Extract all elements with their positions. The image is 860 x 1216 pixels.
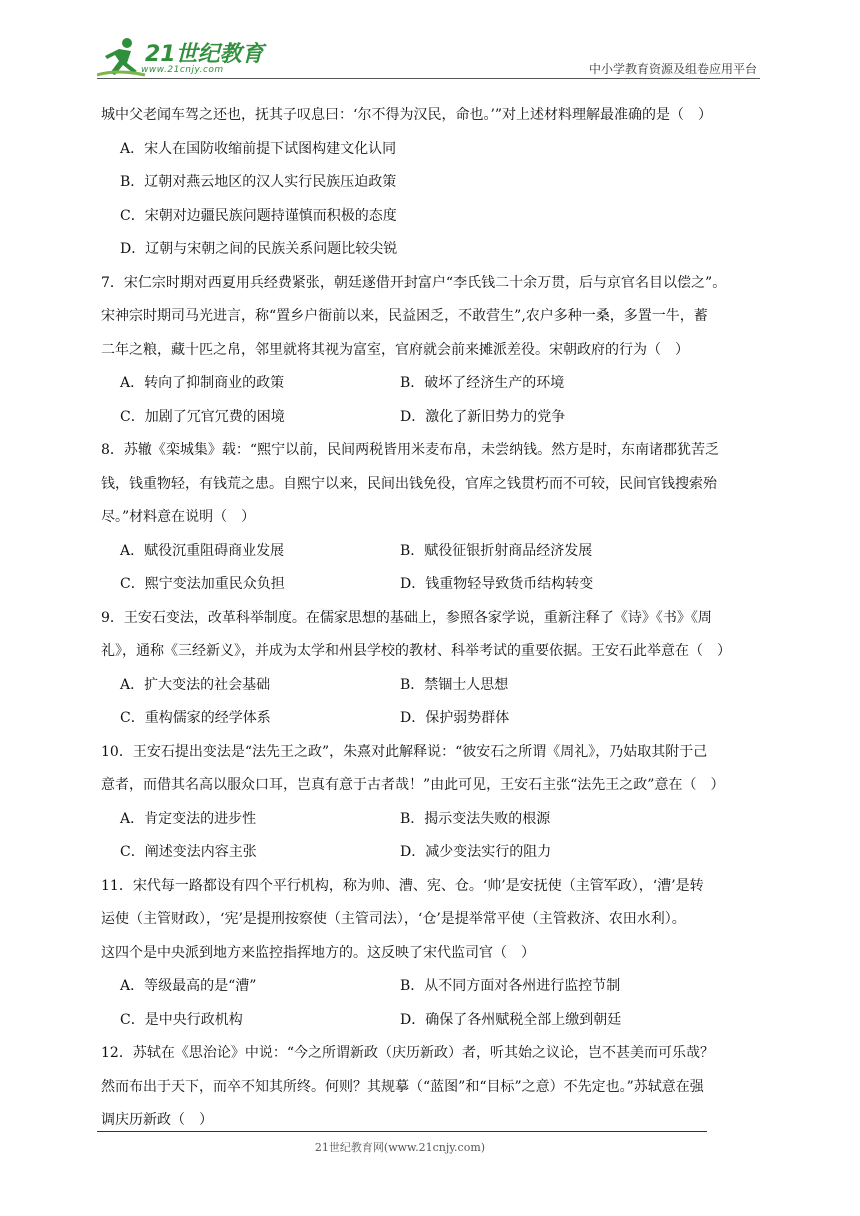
question-11-line-1: 11．宋代每一路都设有四个平行机构，称为帅、漕、宪、仓。‘帅’是安抚使（主管军政），‘漕’是转 — [101, 877, 704, 894]
q9-option-a: A．扩大变法的社会基础 — [120, 676, 271, 693]
question-8-line-1: 8．苏辙《栾城集》载：“熙宁以前，民间两税皆用米麦布帛，未尝纳钱。然方是时，东南诸郡犹苦乏 — [101, 442, 720, 458]
q8-option-b: B．赋役征银折射商品经济发展 — [400, 542, 593, 559]
q10-option-c: C．阐述变法内容主张 — [120, 844, 257, 860]
runner-logo-icon — [97, 35, 147, 81]
question-11-line-2: 运使（主管财政），‘宪’是提刑按察使（主管司法），‘仓’是提举常平使（主管救济、农田水利）。 — [101, 911, 686, 927]
question-7-line-1: 7．宋仁宗时期对西夏用兵经费紧张，朝廷遂借开封富户“李氏钱二十余万贯，后与京官名目以偿之”。 — [101, 274, 727, 291]
q8-options-row-1 — [101, 535, 769, 569]
q9-option-d: D．保护弱势群体 — [400, 710, 510, 726]
q10-options-row-2 — [101, 836, 769, 870]
q8-option-c: C．熙宁变法加重民众负担 — [120, 576, 285, 592]
q10-option-a: A．肯定变法的进步性 — [120, 810, 257, 827]
header-divider — [97, 78, 760, 79]
q11-option-a: A．等级最高的是“漕” — [120, 978, 257, 994]
logo-text: 21世纪教育 — [145, 42, 264, 67]
question-8-line-3: 尽。”材料意在说明（ ） — [101, 509, 256, 525]
page-footer: 21世纪教育网(www.21cnjy.com) — [314, 1141, 486, 1154]
q11-options-row-1 — [101, 970, 769, 1004]
q6-option-b: B．辽朝对燕云地区的汉人实行民族压迫政策 — [120, 174, 397, 190]
footer-divider — [97, 1131, 707, 1132]
question-12-line-1: 12．苏轼在《思治论》中说：“今之所谓新政（庆历新政）者，听其始之议论，岂不甚美而可乐哉？ — [101, 1045, 714, 1061]
question-8-line-2: 钱，钱重物轻，有钱荒之患。自熙宁以来，民间出钱免役，官库之钱贯朽而不可较，民间官钱搜索殆 — [101, 475, 717, 492]
question-12-line-3: 调庆历新政（ ） — [101, 1112, 213, 1128]
question-10-line-1: 10．王安石提出变法是“法先王之政”，朱熹对此解释说：“彼安石之所谓《周礼》，乃姑取其附于己 — [101, 743, 708, 760]
question-7-line-2: 宋神宗时期司马光进言，称“置乡户衙前以来，民益困乏，不敢营生”,农户多种一桑，多置一牛，蓄 — [101, 308, 708, 324]
question-10-line-2: 意者，而借其名高以服众口耳，岂真有意于古者哉！”由此可见，王安石主张“法先王之政”意在（ ） — [101, 777, 725, 793]
q10-option-d: D．减少变法实行的阻力 — [400, 844, 552, 860]
q11-option-c: C．是中央行政机构 — [120, 1011, 243, 1028]
site-logo — [97, 35, 267, 81]
q8-options-row-2 — [101, 568, 769, 602]
q8-option-a: A．赋役沉重阻碍商业发展 — [120, 542, 285, 559]
q9-options-row-1 — [101, 669, 769, 703]
q7-options-row-2 — [101, 401, 769, 435]
exam-content — [101, 99, 769, 1138]
platform-title: 中小学教育资源及组卷应用平台 — [588, 62, 757, 76]
question-12-line-2: 然而布出于天下，而卒不知其所终。何则？其规摹（“蓝图”和“目标”之意）不先定也。”苏轼意在强 — [101, 1078, 704, 1095]
q11-options-row-2 — [101, 1004, 769, 1038]
q11-option-d: D．确保了各州赋税全部上缴到朝廷 — [400, 1011, 622, 1028]
q9-option-b: B．禁锢士人思想 — [400, 676, 509, 693]
q11-option-b: B．从不同方面对各州进行监控节制 — [400, 978, 621, 994]
question-6-tail: 城中父老闻车驾之还也，抚其子叹息曰：‘尔不得为汉民，命也。’”对上述材料理解最准确的是（ ） — [101, 107, 713, 123]
question-9-line-2: 礼》，通称《三经新义》，并成为太学和州县学校的教材、科举考试的重要依据。王安石此举意在（ ） — [101, 643, 731, 659]
logo-url: www.21cnjy.com — [141, 65, 224, 75]
q6-option-a: A．宋人在国防收缩前提下试图构建文化认同 — [120, 140, 397, 157]
page-header — [97, 33, 757, 83]
question-11-line-3: 这四个是中央派到地方来监控指挥地方的。这反映了宋代监司官（ ） — [101, 944, 535, 961]
q8-option-d: D．钱重物轻导致货币结构转变 — [400, 576, 594, 592]
q7-option-b: B．破坏了经济生产的环境 — [400, 375, 565, 391]
q7-option-c: C．加剧了冗官冗费的困境 — [120, 408, 285, 425]
q6-option-d: D．辽朝与宋朝之间的民族关系问题比较尖锐 — [120, 241, 398, 257]
q7-option-a: A．转向了抑制商业的政策 — [120, 375, 285, 391]
q7-options-row-1 — [101, 367, 769, 401]
q9-options-row-2 — [101, 702, 769, 736]
question-7-line-3: 二年之粮，藏十匹之帛，邻里就将其视为富室，官府就会前来摊派差役。宋朝政府的行为（ ） — [101, 341, 689, 358]
q10-option-b: B．揭示变法失败的根源 — [400, 810, 551, 827]
q9-option-c: C．重构儒家的经学体系 — [120, 710, 271, 726]
q10-options-row-1 — [101, 803, 769, 837]
q7-option-d: D．激化了新旧势力的党争 — [400, 408, 566, 425]
q6-option-c: C．宋朝对边疆民族问题持谨慎而积极的态度 — [120, 207, 397, 224]
question-9-line-1: 9．王安石变法，改革科举制度。在儒家思想的基础上，参照各家学说，重新注释了《诗》《书》《周 — [101, 609, 712, 626]
